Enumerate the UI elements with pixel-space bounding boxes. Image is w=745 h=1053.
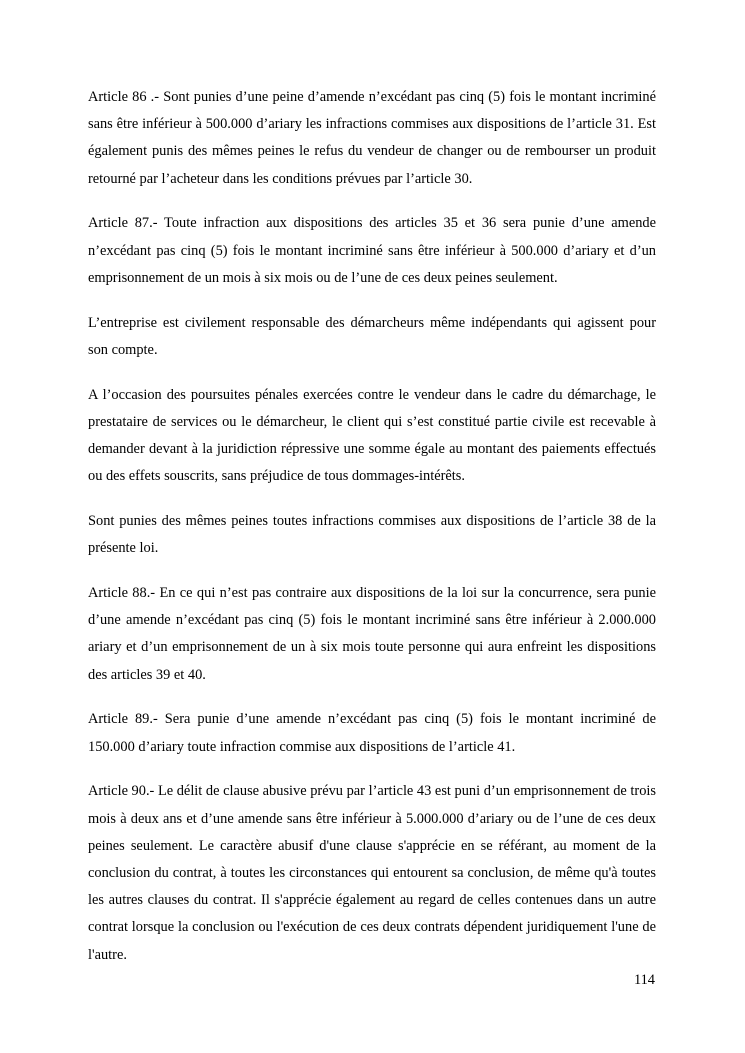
paragraph-poursuites-penales: A l’occasion des poursuites pénales exercées contre le vendeur dans le cadre du démarchage, le prestataire de services ou le démarcheur, le client qui s’est constitué partie civile est recevable à demander devant à la juridiction répressive une somme égale au montant des paiements effectués ou des effets souscrits, sans préjudice de tous dommages-intérêts. bbox=[88, 386, 656, 485]
paragraph-entreprise-responsable: L’entreprise est civilement responsable des démarcheurs même indépendants qui agissent pour son compte. bbox=[88, 314, 656, 358]
paragraph-article-89: Article 89.- Sera punie d’une amende n’excédant pas cinq (5) fois le montant incriminé de 150.000 d’ariary toute infraction commise aux dispositions de l’article 41. bbox=[88, 711, 656, 755]
paragraph-article-88: Article 88.- En ce qui n’est pas contraire aux dispositions de la loi sur la concurrence, sera punie d’une amende n’excédant pas cinq (5) fois le montant incriminé sans être inférieur à 2.000.000 ariary et d’un emprisonnement de un à six mois toute personne qui aura enfreint les dispositions des articles 39 et 40. bbox=[88, 585, 656, 683]
paragraph-article-86: Article 86 .- Sont punies d’une peine d’amende n’excédant pas cinq (5) fois le montant incriminé sans être inférieur à 500.000 d’ariary les infractions commises aux dispositions de l’article 31. Est également punis des mêmes peines le refus du vendeur de changer ou de rembourser un produit retourné par l’acheteur dans les conditions prévues par l’article 30. bbox=[88, 89, 656, 187]
paragraph-article-38-peines: Sont punies des mêmes peines toutes infractions commises aux dispositions de l’article 38 de la présente loi. bbox=[88, 513, 656, 557]
document-body bbox=[88, 84, 656, 986]
paragraph-article-90: Article 90.- Le délit de clause abusive prévu par l’article 43 est puni d’un emprisonnement de trois mois à deux ans et d’une amende sans être inférieur à 5.000.000 d’ariary ou de l’une de ces deux peines seulement. Le caractère abusif d'une clause s'apprécie en se référant, au moment de la conclusion du contrat, à toutes les circonstances qui entourent sa conclusion, de même qu'à toutes les autres clauses du contrat. Il s'apprécie également au regard de celles contenues dans un autre contrat lorsque la conclusion ou l'exécution de ces deux contrats dépendent juridiquement l'une de l'autre. bbox=[88, 783, 656, 963]
page-number: 114 bbox=[633, 972, 655, 988]
paragraph-article-87: Article 87.- Toute infraction aux dispositions des articles 35 et 36 sera punie d’une amende n’excédant pas cinq (5) fois le montant incriminé sans être inférieur à 500.000 d’ariary et d’un emprisonnement de un mois à six mois ou de l’une de ces deux peines seulement. bbox=[88, 215, 656, 286]
